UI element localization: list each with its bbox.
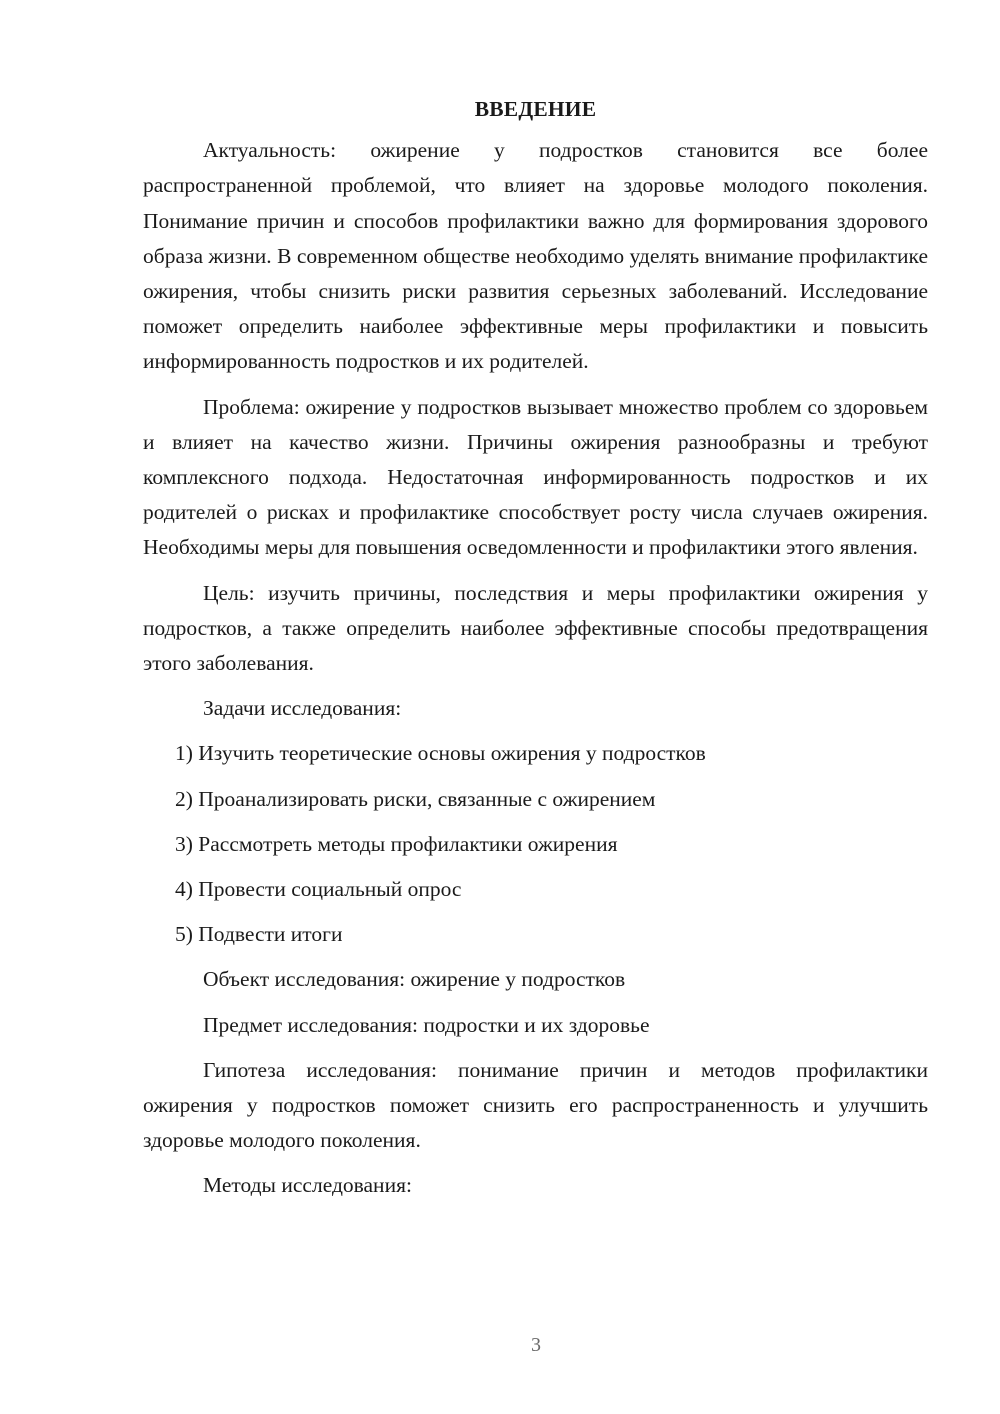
task-item: 4) Провести социальный опрос	[175, 877, 462, 902]
problem-paragraph: Проблема: ожирение у подростков вызывает множество проблем со здоровьем и влияет на качество жизни. Причины ожирения разнообразны и требуют комплексного подхода. Недостаточная информированность подростков и их родителей о рисках и профилактике способствует росту числа случаев ожирения. Необходимы меры для повышения осведомленности и профилактики этого явления.	[143, 394, 928, 560]
tasks-heading: Задачи исследования:	[203, 696, 402, 721]
task-item: 1) Изучить теоретические основы ожирения у подростков	[175, 741, 706, 766]
task-item: 2) Проанализировать риски, связанные с ожирением	[175, 786, 656, 811]
hypothesis-paragraph: Гипотеза исследования: понимание причин и методов профилактики ожирения у подростков поможет снизить его распространенность и улучшить здоровье молодого поколения.	[143, 1057, 928, 1153]
task-item: 3) Рассмотреть методы профилактики ожирения	[175, 831, 618, 856]
relevance-paragraph: Актуальность: ожирение у подростков становится все более распространенной проблемой, что влияет на здоровье молодого поколения. Понимание причин и способов профилактики важно для формирования здорового образа жизни. В современном обществе необходимо уделять внимание профилактике ожирения, чтобы снизить риски развития серьезных заболеваний. Исследование поможет определить наиболее эффективные меры профилактики и повысить информированность подростков и их родителей.	[143, 138, 928, 374]
task-item: 5) Подвести итоги	[175, 922, 343, 947]
page-title: ВВЕДЕНИЕ	[474, 97, 597, 121]
page-number: 3	[531, 1334, 541, 1356]
tasks-list	[143, 736, 928, 952]
goal-paragraph: Цель: изучить причины, последствия и меры профилактики ожирения у подростков, а также определить наиболее эффективные способы предотвращения этого заболевания.	[143, 580, 928, 676]
page-content	[143, 92, 928, 1214]
research-object: Объект исследования: ожирение у подростков	[203, 967, 626, 992]
methods-heading: Методы исследования:	[203, 1173, 412, 1198]
research-subject: Предмет исследования: подростки и их здоровье	[203, 1012, 650, 1037]
